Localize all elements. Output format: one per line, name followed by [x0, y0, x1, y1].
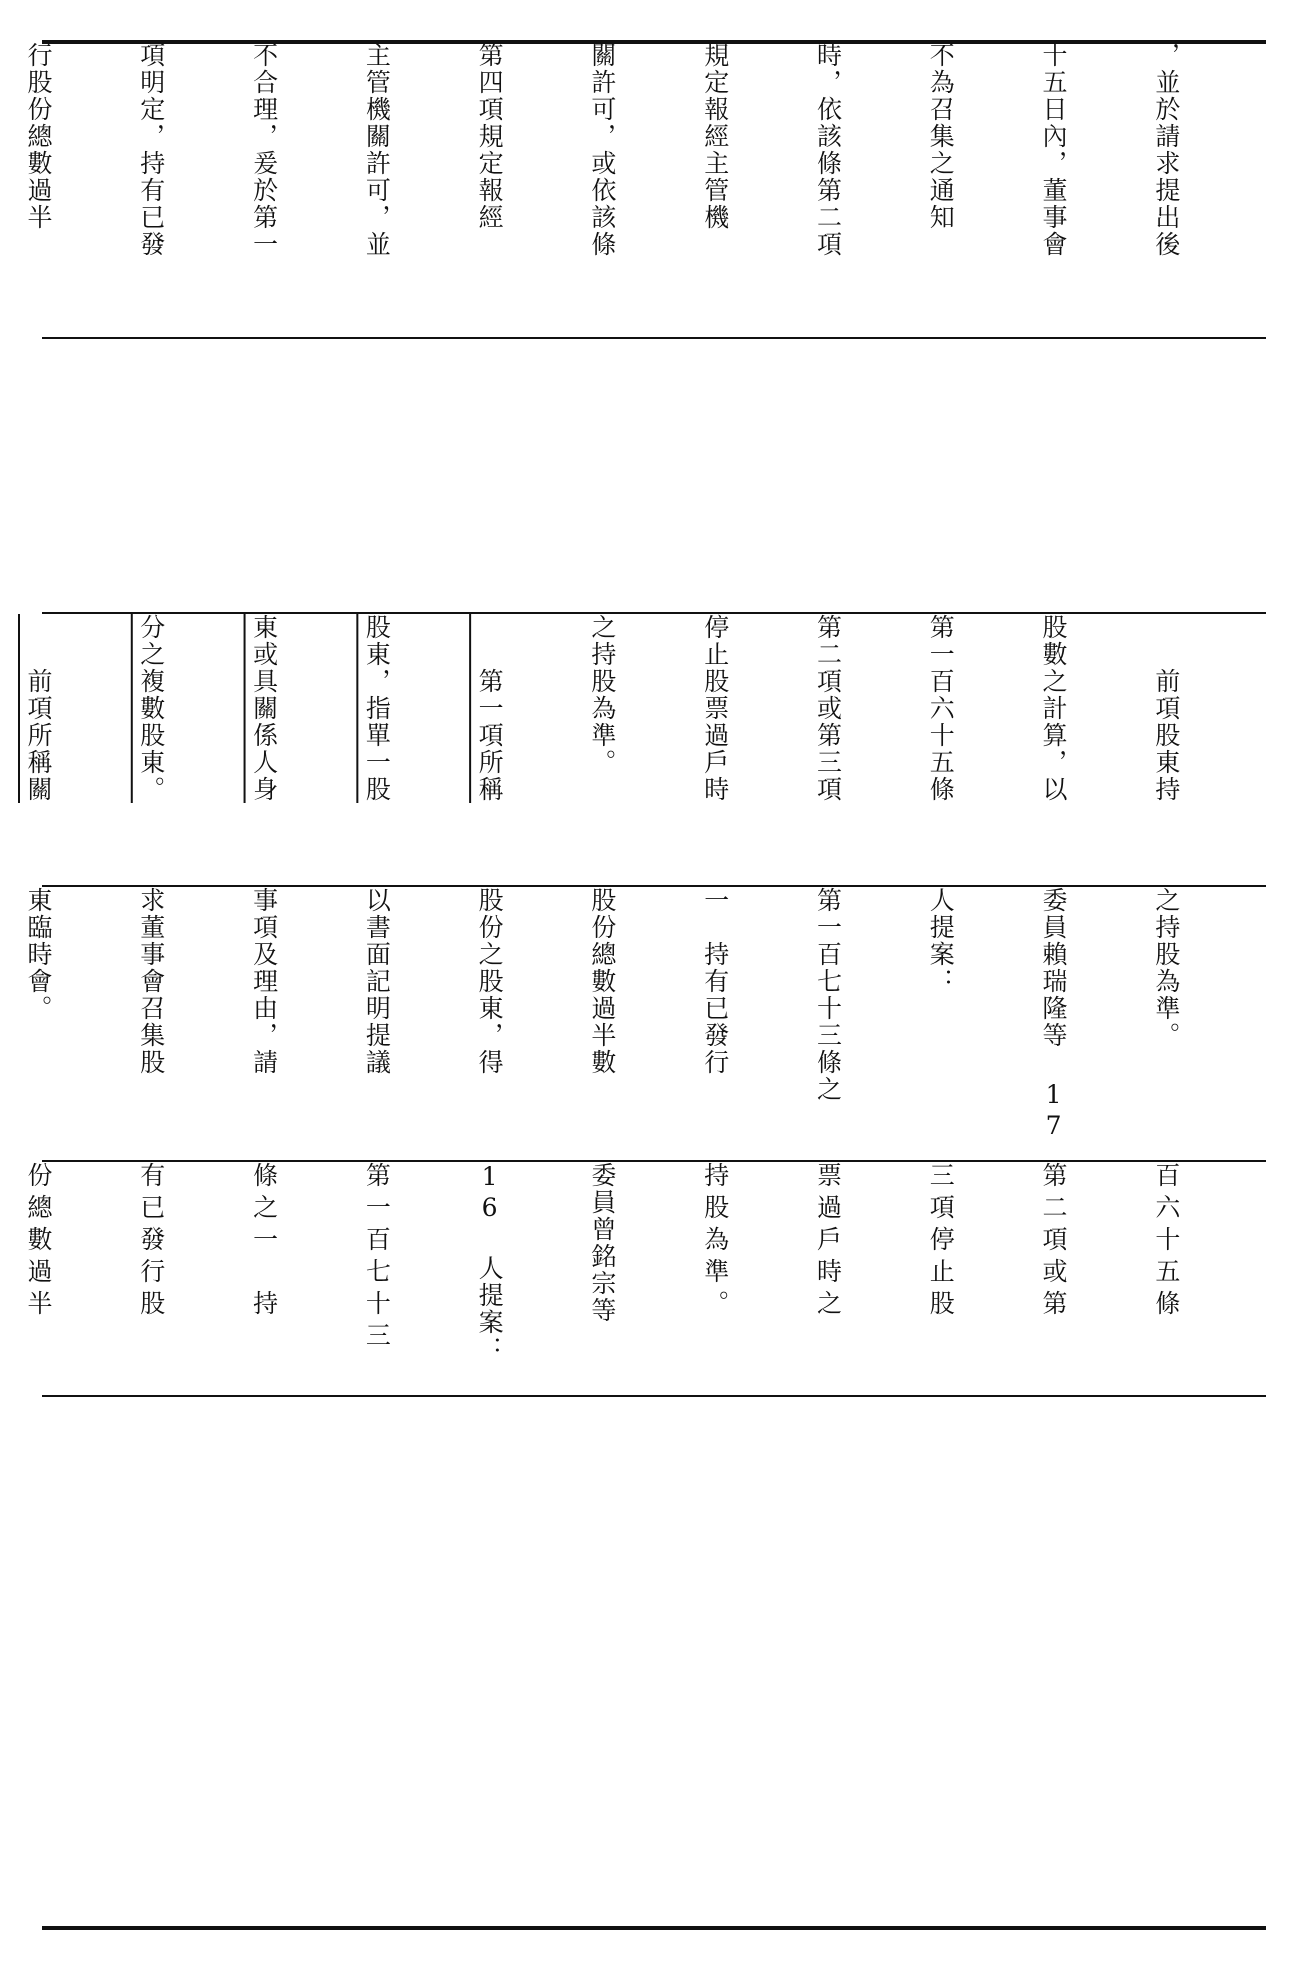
text-line: 有已發行股 [136, 1162, 166, 1322]
text-line: 第一百六十五條 [926, 614, 956, 803]
text-line: 第一百七十三條之 [813, 887, 843, 1103]
text-line: 持股為準。 [700, 1162, 730, 1322]
underlined-line: 東或具關係人身 [249, 614, 279, 803]
text-line: 停止股票過戶時 [700, 614, 730, 803]
bottom-rule [42, 1926, 1266, 1930]
text-line: 前項股東持 [1151, 614, 1181, 803]
section-rule-5 [42, 1395, 1266, 1397]
section-rule-1 [42, 337, 1266, 339]
text-line: 票過戶時之 [813, 1162, 843, 1322]
text-line: 求董事會召集股 [136, 887, 166, 1076]
text-line: ，並於請求提出後 [1151, 42, 1181, 258]
text-line: 股份之股東，得 [475, 887, 505, 1076]
text-line: 股數之計算，以 [1039, 614, 1069, 803]
text-line: 委員賴瑞隆等 17 [1039, 887, 1069, 1142]
underlined-line: 股東，指單一股 [362, 614, 392, 803]
text-line: 條之一 持 [249, 1162, 279, 1322]
text-line: 第四項規定報經 [475, 42, 505, 231]
text-line: 項明定，持有已發 [136, 42, 166, 258]
text-line: 之持股為準。 [1151, 887, 1181, 1049]
underlined-line: 第一項所稱 [475, 614, 505, 803]
text-line: 不合理，爰於第一 [249, 42, 279, 258]
text-line: 不為召集之通知 [926, 42, 956, 231]
text-line: 東臨時會。 [24, 887, 53, 1022]
text-line: 第二項或第三項 [813, 614, 843, 803]
text-line: 16 人提案： [475, 1162, 505, 1363]
text-line: 以書面記明提議 [362, 887, 392, 1076]
explanation-text-block [24, 42, 1260, 334]
proposal-text-block-tseng [24, 1162, 1260, 1392]
underlined-line: 分之複數股東。 [136, 614, 166, 803]
text-line: 人提案： [926, 887, 956, 995]
text-line: 事項及理由，請 [249, 887, 279, 1076]
text-line: 份總數過半 [24, 1162, 53, 1322]
text-line: 委員曾銘宗等 [587, 1162, 617, 1324]
amendment-text-block [24, 614, 1260, 882]
text-line: 主管機關許可，並 [362, 42, 392, 258]
text-line: 一 持有已發行 [700, 887, 730, 1076]
text-line: 第一百七十三 [362, 1162, 392, 1354]
text-line: 之持股為準。 [587, 614, 617, 776]
text-line: 三項停止股 [926, 1162, 956, 1322]
text-line: 行股份總數過半 [24, 42, 53, 231]
text-line: 關許可，或依該條 [587, 42, 617, 258]
text-line: 股份總數過半數 [587, 887, 617, 1076]
text-line: 十五日內，董事會 [1039, 42, 1069, 258]
text-line: 第二項或第 [1039, 1162, 1069, 1322]
proposal-text-block-lai [24, 887, 1260, 1157]
text-line: 時，依該條第二項 [813, 42, 843, 258]
underlined-line: 前項所稱關 [24, 614, 53, 803]
text-line: 規定報經主管機 [700, 42, 730, 231]
text-line: 百六十五條 [1151, 1162, 1181, 1322]
